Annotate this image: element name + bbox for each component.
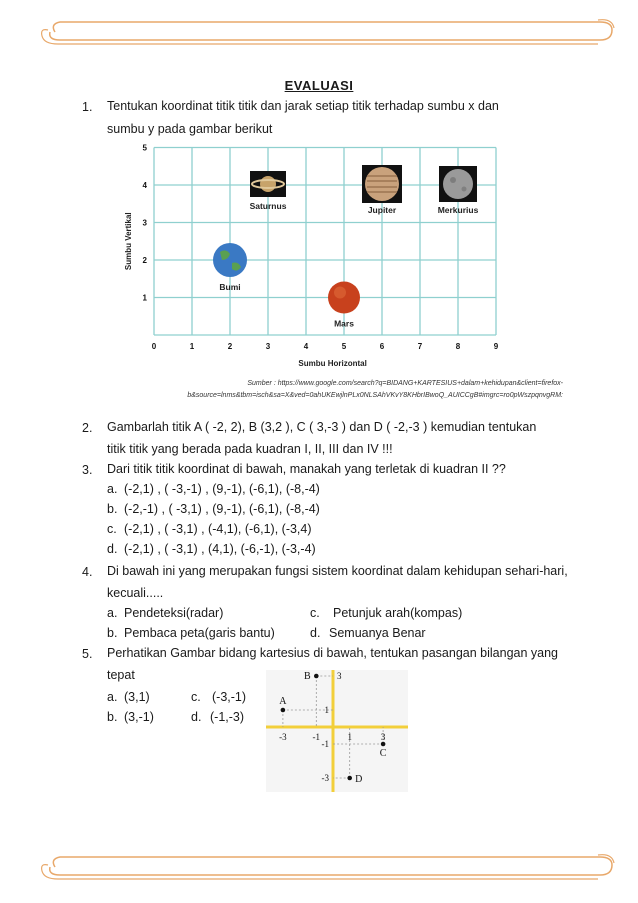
point-d (347, 776, 352, 781)
q5-text-line2: tepat (107, 668, 135, 682)
y-tick-label: 1 (142, 293, 147, 303)
y-tick-label: 1 (324, 705, 329, 715)
q4-text-line2: kecuali..... (107, 586, 164, 600)
jupiter-body (365, 167, 399, 201)
q4-number: 4. (82, 565, 93, 579)
top-scroll-border (0, 0, 638, 60)
mars-body (328, 282, 360, 314)
point-c (381, 742, 386, 747)
q2-text-line1: Gambarlah titik A ( -2, 2), B (3,2 ), C ( 3,-3 ) dan D ( -2,-3 ) kemudian tentukan (107, 420, 537, 434)
y-tick-label: 5 (142, 143, 147, 153)
y-tick-label: -1 (321, 739, 329, 749)
bottom-scroll-border (0, 845, 638, 903)
planet-label: Bumi (219, 282, 241, 292)
q5-option-d-letter: d. (191, 710, 202, 724)
x-tick-label: 4 (303, 342, 309, 351)
mars-icon (328, 282, 360, 314)
q4-option-c-letter: c. (310, 606, 320, 620)
planet-label: Jupiter (367, 205, 397, 215)
q5-option-c-letter: c. (191, 690, 201, 704)
q2-text-line2: titik titik yang berada pada kuadran I, II, III dan IV !!! (107, 442, 393, 456)
x-tick-label: 2 (227, 342, 233, 351)
q4-option-b: Pembaca peta(garis bantu) (124, 626, 275, 640)
x-tick-label: -1 (312, 732, 321, 742)
mercury-crater (450, 177, 456, 183)
q5-option-a-letter: a. (107, 690, 118, 704)
x-axis-title: Sumbu Horizontal (298, 359, 367, 368)
point-label: D (355, 774, 363, 785)
mercury-body (443, 169, 473, 199)
q4-option-a: Pendeteksi(radar) (124, 606, 224, 620)
point-label: B (303, 671, 311, 682)
x-tick-label: 7 (417, 342, 423, 351)
y-tick-label: 4 (142, 181, 147, 190)
q3-text: Dari titik titik koordinat di bawah, manakah yang terletak di kuadran II ?? (107, 462, 506, 476)
mercury-crater (462, 187, 467, 192)
x-tick-label: 5 (341, 342, 347, 351)
x-tick-label: 0 (151, 342, 157, 351)
y-tick-label: 3 (142, 218, 147, 228)
mars-highlight (334, 287, 346, 299)
planet-coordinate-chart (118, 143, 510, 375)
earth-icon (213, 243, 247, 277)
q4-option-d-letter: d. (310, 626, 321, 640)
q3-option-b: (-2,-1) , ( -3,1) , (9,-1), (-6,1), (-8,-4) (124, 502, 320, 516)
page-title: EVALUASI (284, 78, 354, 93)
x-tick-label: 6 (379, 342, 385, 351)
q4-text-line1: Di bawah ini yang merupakan fungsi sistem koordinat dalam kehidupan sehari-hari, (107, 564, 568, 578)
planet-label: Saturnus (249, 201, 287, 211)
q3-option-b-letter: b. (107, 502, 118, 516)
saturn-icon (250, 171, 286, 197)
q5-option-d: (-1,-3) (210, 710, 245, 724)
y-axis-title: Sumbu Vertikal (124, 212, 133, 271)
x-tick-label: -3 (279, 732, 287, 742)
x-tick-label: 3 (380, 732, 386, 742)
q5-option-b-letter: b. (107, 710, 118, 724)
q5-number: 5. (82, 647, 93, 661)
point-b (314, 674, 319, 679)
earth-body (213, 243, 247, 277)
jupiter-icon (362, 165, 402, 203)
source-line2: b&source=lnms&tbm=isch&sa=X&ved=0ahUKEwjlnPLx0NLSAhVKvY8KHbrIBwoQ_AUICCgB#imgrc=ro0pWszpqnvgRM: (187, 392, 563, 399)
q1-text-line2: sumbu y pada gambar berikut (107, 122, 273, 136)
point-label: A (279, 696, 287, 707)
q5-option-a: (3,1) (124, 690, 150, 704)
source-line1: Sumber : https://www.google.com/search?q=BIDANG+KARTESIUS+dalam+kehidupan&client=firefox- (247, 380, 563, 387)
q1-number: 1. (82, 100, 93, 114)
q4-option-a-letter: a. (107, 606, 118, 620)
point-label: C (379, 748, 387, 759)
saturn-body (260, 176, 276, 192)
x-tick-label: 9 (493, 342, 499, 351)
planet-label: Merkurius (437, 205, 479, 215)
x-tick-label: 1 (189, 342, 195, 351)
q1-text-line1: Tentukan koordinat titik titik dan jarak setiap titik terhadap sumbu x dan (107, 99, 499, 113)
planet-label: Mars (334, 318, 354, 329)
q4-option-b-letter: b. (107, 626, 118, 640)
q3-option-a-letter: a. (107, 482, 118, 496)
q3-option-d-letter: d. (107, 542, 118, 556)
q3-option-c-letter: c. (107, 522, 117, 536)
cartesian-points-chart (266, 670, 408, 792)
x-tick-label: 8 (455, 342, 461, 351)
q4-option-c: Petunjuk arah(kompas) (333, 606, 463, 620)
point-a (281, 708, 286, 713)
x-tick-label: 1 (347, 732, 352, 742)
image-source (0, 378, 638, 402)
q5-text-line1: Perhatikan Gambar bidang kartesius di bawah, tentukan pasangan bilangan yang (107, 646, 559, 660)
y-tick-label: 2 (142, 256, 147, 265)
y-tick-label: -3 (321, 773, 329, 783)
chart-background (266, 670, 408, 792)
q3-option-d: (-2,1) , ( -3,1) , (4,1), (-6,-1), (-3,-4) (124, 542, 316, 556)
q2-number: 2. (82, 421, 93, 435)
x-tick-label: 3 (265, 342, 271, 351)
q3-option-c: (-2,1) , ( -3,1) , (-4,1), (-6,1), (-3,4) (124, 522, 312, 536)
q5-option-b: (3,-1) (124, 710, 154, 724)
y-top-label: 3 (337, 671, 342, 681)
q4-option-d: Semuanya Benar (329, 626, 426, 640)
mercury-icon (439, 166, 477, 202)
q5-option-c: (-3,-1) (212, 690, 247, 704)
q3-option-a: (-2,1) , ( -3,-1) , (9,-1), (-6,1), (-8,-4) (124, 482, 320, 496)
q3-number: 3. (82, 463, 93, 477)
